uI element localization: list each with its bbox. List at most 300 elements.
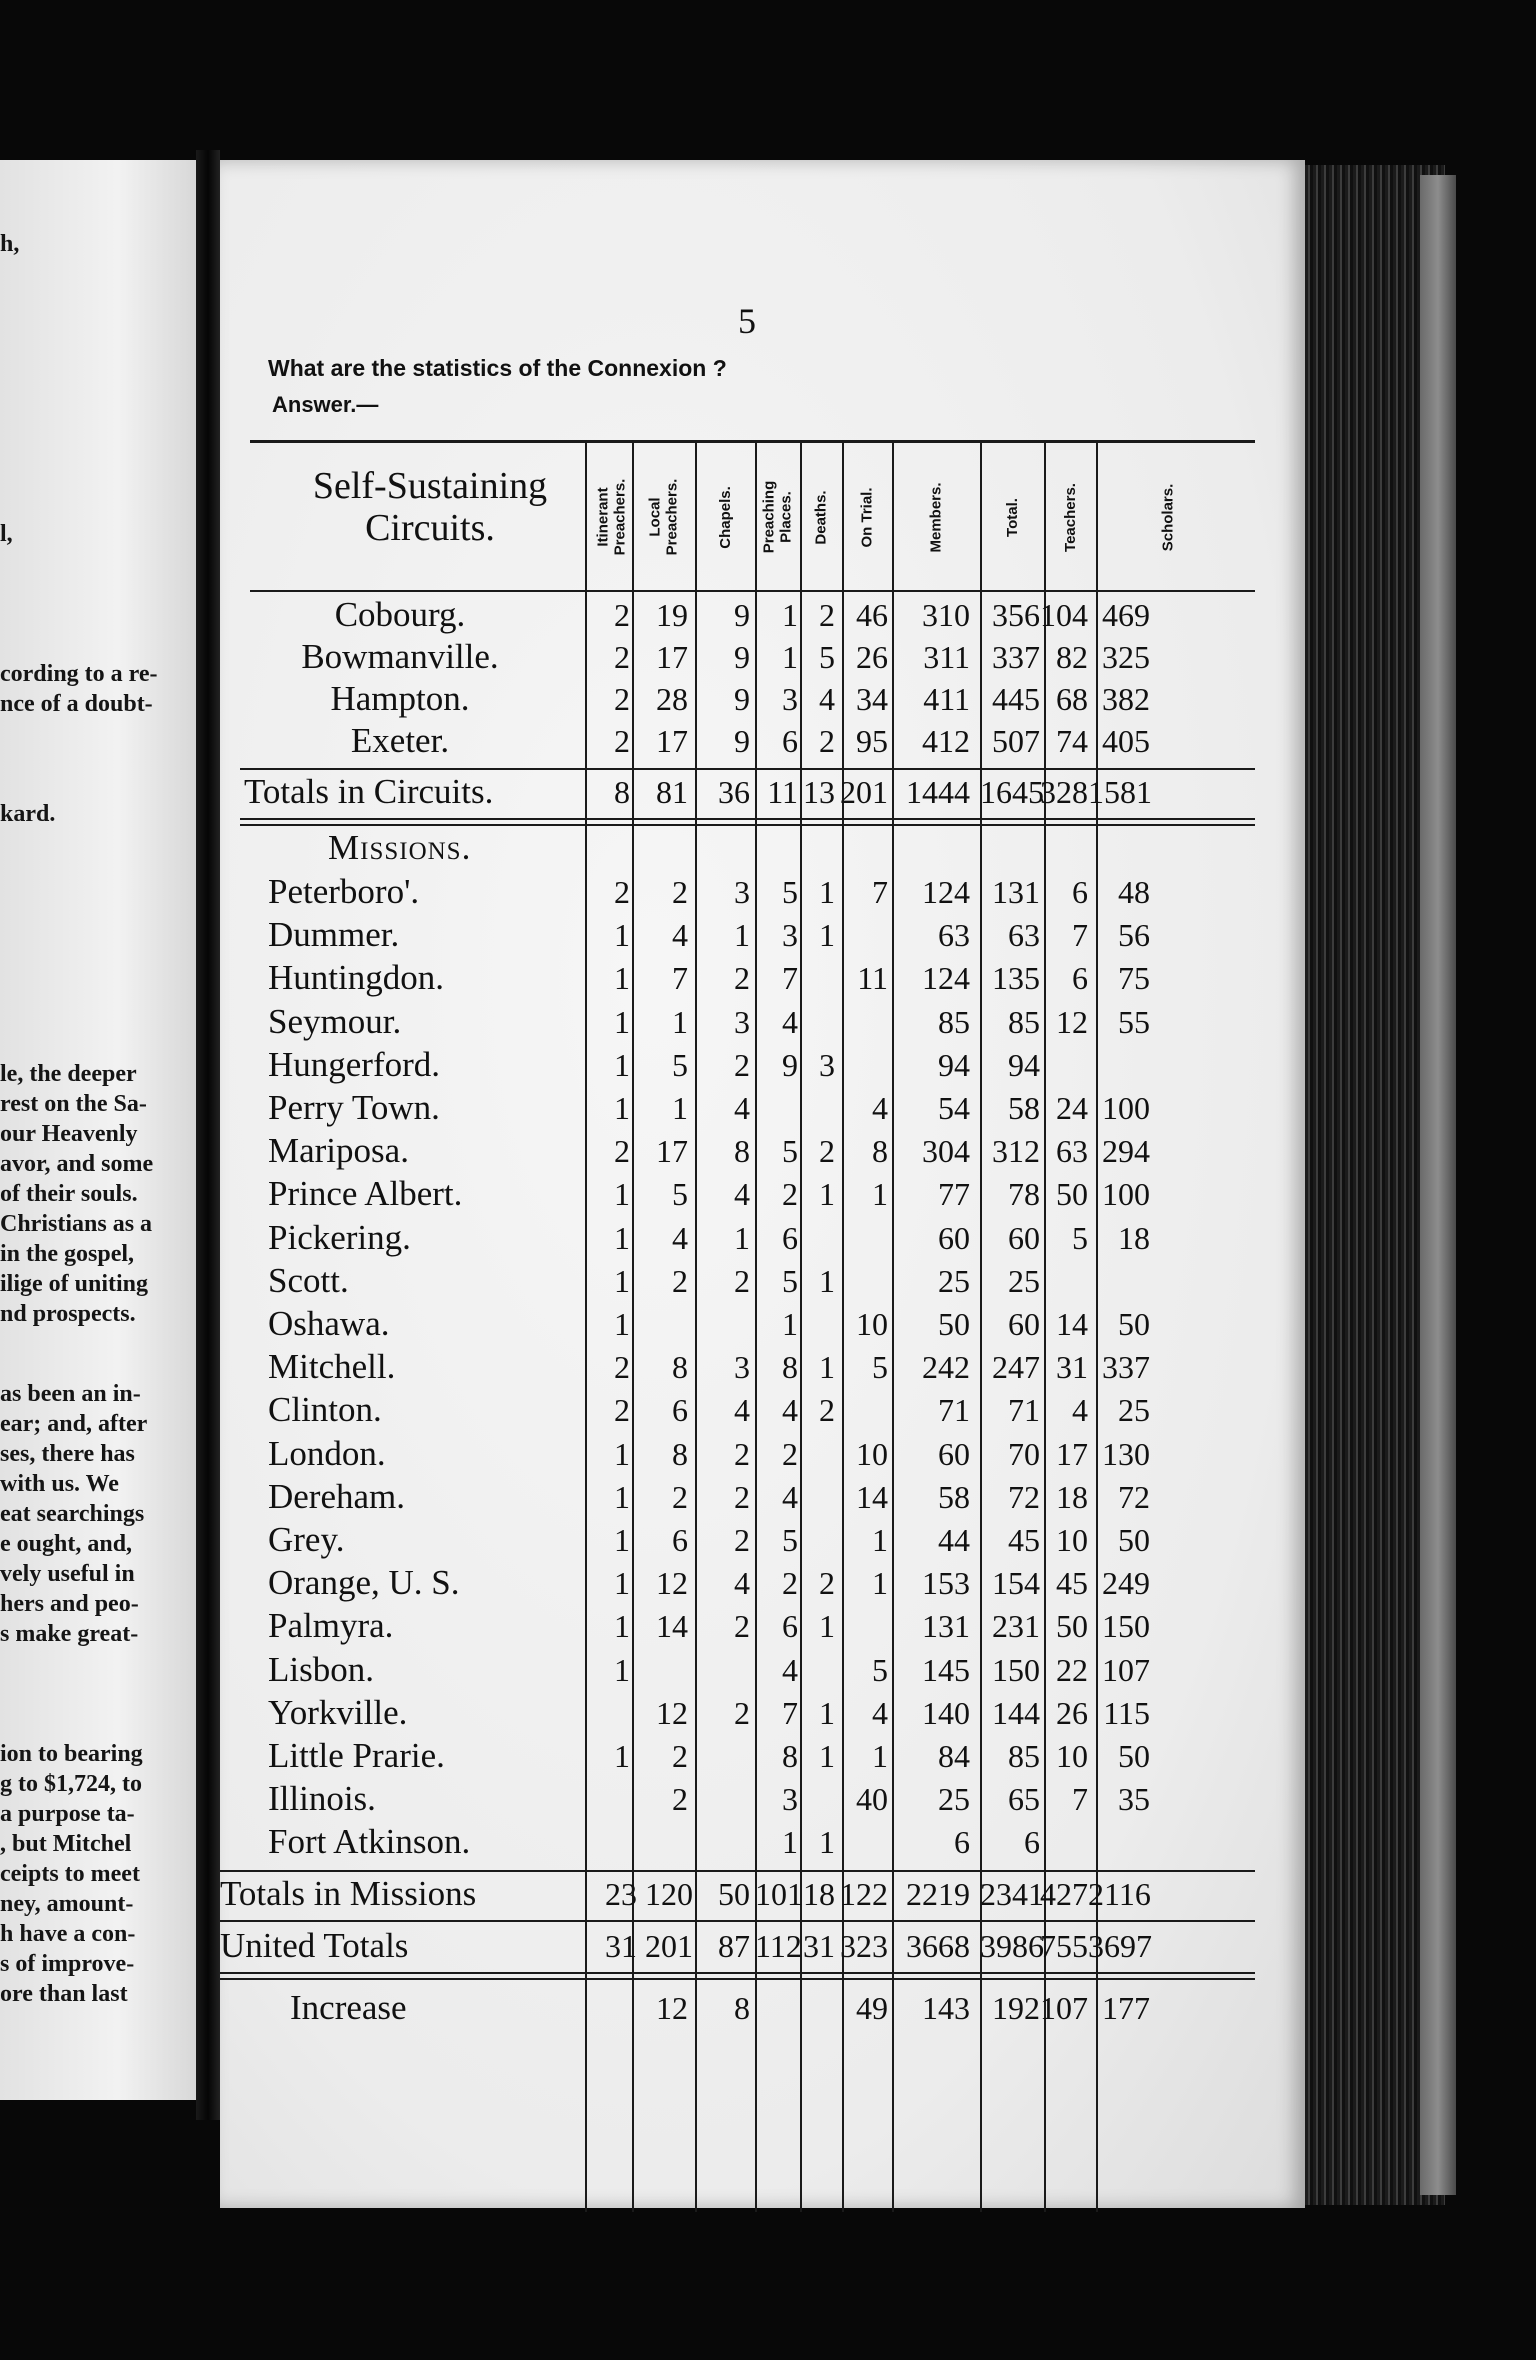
facing-page-line: ear; and, after	[0, 1411, 148, 1437]
circuit-row-cell: 311	[923, 639, 970, 675]
mission-row-cell: 35	[1118, 1781, 1150, 1818]
mission-row-cell: 1	[614, 1565, 630, 1602]
mission-row-cell: 3	[734, 874, 750, 910]
mission-row-cell: 242	[922, 1349, 970, 1386]
facing-page-line: g to $1,724, to	[0, 1771, 142, 1797]
mission-row-cell: 4	[782, 1392, 798, 1429]
mission-row-cell: 4	[672, 917, 688, 954]
mission-row-cell: 145	[922, 1651, 970, 1688]
facing-page-line: h have a con-	[0, 1921, 136, 1947]
mission-row-cell: 1	[614, 1478, 630, 1515]
mission-row-cell: 1	[614, 1522, 630, 1558]
mission-row-cell: 8	[672, 1349, 688, 1386]
mission-row-cell: 50	[1118, 1306, 1150, 1342]
increase-row-cell: 49	[856, 1989, 888, 2026]
facing-page-line: eat searchings	[0, 1501, 145, 1527]
increase-row-cell: 143	[922, 1989, 970, 2026]
missions-total-row-cell: 50	[718, 1875, 750, 1912]
facing-page-line: a purpose ta-	[0, 1801, 135, 1827]
mission-row-cell: 45	[1056, 1565, 1088, 1602]
mission-row-cell: 1	[614, 1306, 630, 1342]
mission-row-cell: 5	[872, 1651, 888, 1688]
mission-row-cell: 1	[872, 1738, 888, 1774]
mission-row-cell: 63	[938, 917, 970, 954]
mission-row-cell: 85	[1008, 1003, 1040, 1040]
mission-name: Fort Atkinson.	[268, 1822, 471, 1862]
mission-row-cell: 12	[1056, 1003, 1088, 1040]
mission-row-cell: 50	[1056, 1608, 1088, 1645]
united-totals-row-cell: 87	[718, 1927, 750, 1964]
missions-total-row-cell: 18	[803, 1875, 835, 1912]
mission-row-cell: 1	[819, 1262, 835, 1299]
facing-page-line: ceipts to meet	[0, 1861, 140, 1887]
mission-row-cell: 2	[672, 1738, 688, 1774]
circuit-row-cell: 2	[614, 723, 630, 759]
mission-row-cell: 5	[672, 1046, 688, 1083]
mission-name: Prince Albert.	[268, 1174, 463, 1214]
facing-page-line: vely useful in	[0, 1561, 135, 1587]
mission-row-cell: 130	[1102, 1435, 1150, 1472]
mission-row-cell: 10	[1056, 1738, 1088, 1774]
mission-row-cell: 6	[672, 1392, 688, 1429]
circuit-name: Cobourg.	[334, 595, 466, 634]
column-header: Scholars.	[1159, 483, 1177, 551]
mission-row-cell: 100	[1102, 1090, 1150, 1126]
circuits-total-row-cell: 1444	[906, 774, 970, 810]
circuit-name: Exeter.	[350, 721, 450, 760]
circuit-row-cell: 26	[856, 639, 888, 675]
mission-row-cell: 6	[672, 1522, 688, 1558]
mission-row-cell: 50	[1056, 1176, 1088, 1213]
mission-row-cell: 1	[614, 1262, 630, 1299]
mission-row-cell: 3	[734, 1003, 750, 1040]
mission-row-cell: 2	[734, 1478, 750, 1515]
facing-page-fragment	[0, 160, 196, 2100]
mission-row-cell: 18	[1056, 1478, 1088, 1515]
mission-row-cell: 60	[1008, 1219, 1040, 1256]
mission-row-cell: 124	[922, 960, 970, 997]
mission-row-cell: 2	[672, 1478, 688, 1515]
mission-name: Palmyra.	[268, 1606, 394, 1646]
mission-row-cell: 8	[872, 1133, 888, 1170]
mission-row-cell: 94	[1008, 1046, 1040, 1083]
answer-label: Answer.—	[272, 392, 379, 417]
column-header: Local Preachers.	[646, 478, 681, 556]
circuit-row-cell: 9	[734, 681, 750, 717]
column-header: Itinerant Preachers.	[594, 478, 629, 556]
circuit-row-cell: 17	[656, 723, 688, 759]
mission-name: Dereham.	[268, 1476, 406, 1516]
label-column-rule	[585, 442, 587, 2212]
facing-page-line: ore than last	[0, 1981, 128, 2007]
mission-row-cell: 3	[782, 917, 798, 954]
circuit-row-cell: 469	[1102, 597, 1150, 633]
missions-total-label: Totals in Missions	[220, 1873, 477, 1913]
circuit-name: Hampton.	[330, 679, 470, 718]
mission-row-cell: 107	[1102, 1651, 1150, 1688]
mission-row-cell: 4	[782, 1003, 798, 1040]
circuit-row-cell: 356	[992, 597, 1040, 633]
mission-row-cell: 71	[938, 1392, 970, 1429]
circuit-name: Bowmanville.	[301, 637, 499, 676]
mission-row-cell: 144	[992, 1694, 1040, 1731]
mission-name: Yorkville.	[268, 1692, 408, 1732]
mission-row-cell: 14	[856, 1478, 888, 1515]
mission-row-cell: 8	[782, 1349, 798, 1386]
circuit-total-top-rule	[240, 768, 1255, 770]
mission-name: Illinois.	[268, 1779, 376, 1819]
mission-row-cell: 7	[872, 874, 888, 910]
mission-row-cell: 1	[614, 1219, 630, 1256]
circuit-row-cell: 17	[656, 639, 688, 675]
facing-page-line: hers and peo-	[0, 1591, 139, 1617]
missions-total-row-cell: 2341	[980, 1875, 1044, 1912]
mission-row-cell: 2	[734, 960, 750, 997]
mission-row-cell: 4	[734, 1565, 750, 1602]
mission-row-cell: 131	[992, 874, 1040, 910]
circuit-row-cell: 9	[734, 639, 750, 675]
circuit-row-cell: 82	[1056, 639, 1088, 675]
mission-row-cell: 5	[1072, 1219, 1088, 1256]
mission-row-cell: 14	[656, 1608, 688, 1645]
mission-row-cell: 1	[819, 1738, 835, 1774]
mission-row-cell: 2	[672, 874, 688, 910]
circuit-row-cell: 1	[782, 597, 798, 633]
circuits-total-row-cell: 201	[840, 774, 888, 810]
mission-name: Oshawa.	[268, 1304, 390, 1343]
circuit-row-cell: 9	[734, 723, 750, 759]
mission-row-cell: 84	[938, 1738, 970, 1774]
facing-page-line: avor, and some	[0, 1151, 154, 1177]
increase-label: Increase	[290, 1987, 407, 2027]
mission-row-cell: 247	[992, 1349, 1040, 1386]
missions-total-row-cell: 120	[645, 1875, 693, 1912]
mission-name: Peterboro'.	[268, 872, 420, 911]
mission-row-cell: 7	[672, 960, 688, 997]
mission-row-cell: 337	[1102, 1349, 1150, 1386]
circuit-row-cell: 2	[614, 639, 630, 675]
mission-row-cell: 18	[1118, 1219, 1150, 1256]
mission-row-cell: 6	[1072, 960, 1088, 997]
circuit-row-cell: 411	[923, 681, 970, 717]
mission-row-cell: 1	[819, 874, 835, 910]
mission-row-cell: 71	[1008, 1392, 1040, 1429]
mission-row-cell: 17	[1056, 1435, 1088, 1472]
mission-row-cell: 1	[819, 917, 835, 954]
mission-row-cell: 312	[992, 1133, 1040, 1170]
circuit-row-cell: 310	[922, 597, 970, 633]
mission-row-cell: 1	[672, 1090, 688, 1126]
mission-row-cell: 77	[938, 1176, 970, 1213]
mission-row-cell: 56	[1118, 917, 1150, 954]
mission-row-cell: 25	[938, 1781, 970, 1818]
circuit-row-cell: 9	[734, 597, 750, 633]
mission-name: Huntingdon.	[268, 958, 444, 998]
circuits-total-label: Totals in Circuits.	[244, 772, 494, 811]
facing-page-line: ion to bearing	[0, 1741, 143, 1767]
circuit-row-cell: 5	[819, 639, 835, 675]
mission-row-cell: 294	[1102, 1133, 1150, 1170]
mission-row-cell: 58	[1008, 1090, 1040, 1126]
mission-row-cell: 100	[1102, 1176, 1150, 1213]
mission-name: Scott.	[268, 1260, 349, 1300]
mission-row-cell: 25	[1118, 1392, 1150, 1429]
increase-row-cell: 177	[1102, 1989, 1150, 2026]
mission-row-cell: 24	[1056, 1090, 1088, 1126]
mission-row-cell: 5	[872, 1349, 888, 1386]
mission-row-cell: 4	[872, 1694, 888, 1731]
mission-row-cell: 9	[782, 1046, 798, 1083]
mission-row-cell: 8	[734, 1133, 750, 1170]
mission-row-cell: 249	[1102, 1565, 1150, 1602]
mission-row-cell: 55	[1118, 1003, 1150, 1040]
mission-row-cell: 1	[819, 1608, 835, 1645]
circuit-total-bottom-rule-2	[240, 824, 1255, 826]
mission-row-cell: 26	[1056, 1694, 1088, 1731]
mission-row-cell: 6	[1072, 874, 1088, 910]
mission-row-cell: 1	[614, 1651, 630, 1688]
circuit-row-cell: 382	[1102, 681, 1150, 717]
mission-row-cell: 94	[938, 1046, 970, 1083]
mission-row-cell: 1	[734, 1219, 750, 1256]
mission-row-cell: 1	[819, 1176, 835, 1213]
circuits-total-row-cell: 8	[614, 774, 630, 810]
circuit-total-bottom-rule	[240, 818, 1255, 820]
mission-row-cell: 1	[819, 1694, 835, 1731]
mission-row-cell: 7	[782, 960, 798, 997]
circuit-row-cell: 74	[1056, 723, 1088, 759]
mission-row-cell: 150	[1102, 1608, 1150, 1645]
mission-row-cell: 25	[1008, 1262, 1040, 1299]
book-gutter	[196, 150, 220, 2120]
circuit-row-cell: 68	[1056, 681, 1088, 717]
mission-row-cell: 1	[614, 1608, 630, 1645]
mission-row-cell: 50	[1118, 1522, 1150, 1558]
united-total-bottom-rule	[220, 1972, 1255, 1974]
mission-row-cell: 75	[1118, 960, 1150, 997]
mission-row-cell: 4	[734, 1176, 750, 1213]
facing-page-line: s of improve-	[0, 1951, 135, 1977]
mission-row-cell: 4	[672, 1219, 688, 1256]
mission-row-cell: 8	[672, 1435, 688, 1472]
circuit-row-cell: 2	[614, 681, 630, 717]
circuit-row-cell: 104	[1040, 597, 1088, 633]
page-number: 5	[738, 301, 756, 341]
mission-row-cell: 124	[922, 874, 970, 910]
mission-row-cell: 60	[938, 1435, 970, 1472]
united-totals-label: United Totals	[220, 1925, 409, 1965]
mission-name: Grey.	[268, 1520, 345, 1559]
mission-row-cell: 72	[1008, 1478, 1040, 1515]
mission-row-cell: 50	[1118, 1738, 1150, 1774]
facing-page-line: kard.	[0, 801, 56, 827]
increase-row-cell: 192	[992, 1989, 1040, 2026]
mission-row-cell: 40	[856, 1781, 888, 1818]
united-totals-row-cell: 201	[645, 1927, 693, 1964]
mission-row-cell: 3	[819, 1046, 835, 1083]
mission-row-cell: 31	[1056, 1349, 1088, 1386]
facing-page-line: as been an in-	[0, 1381, 141, 1407]
mission-name: Seymour.	[268, 1001, 402, 1041]
mission-row-cell: 48	[1118, 874, 1150, 910]
mission-row-cell: 1	[614, 1003, 630, 1040]
column-header: Preaching Places.	[760, 480, 795, 554]
circuits-total-row-cell: 1581	[1088, 774, 1152, 810]
missions-total-row-cell: 427	[1040, 1875, 1088, 1912]
mission-row-cell: 63	[1056, 1133, 1088, 1170]
mission-name: Perry Town.	[268, 1088, 440, 1127]
mission-row-cell: 1	[614, 1435, 630, 1472]
mission-row-cell: 4	[1072, 1392, 1088, 1429]
mission-row-cell: 10	[1056, 1522, 1088, 1558]
mission-name: Mitchell.	[268, 1347, 396, 1387]
mission-row-cell: 7	[1072, 1781, 1088, 1818]
mission-row-cell: 5	[782, 1522, 798, 1558]
mission-name: Clinton.	[268, 1390, 382, 1430]
increase-row-cell: 12	[656, 1989, 688, 2026]
mission-row-cell: 5	[782, 1262, 798, 1299]
mission-row-cell: 2	[782, 1176, 798, 1213]
circuit-row-cell: 46	[856, 597, 888, 633]
mission-row-cell: 2	[734, 1046, 750, 1083]
missions-total-row-cell: 2219	[906, 1875, 970, 1912]
facing-page-line: nd prospects.	[0, 1301, 136, 1327]
circuit-row-cell: 3	[782, 681, 798, 717]
united-total-bottom-rule-2	[220, 1978, 1255, 1980]
circuits-total-row-cell: 36	[718, 774, 750, 810]
mission-row-cell: 2	[819, 1133, 835, 1170]
circuits-total-row-cell: 11	[767, 774, 798, 810]
mission-row-cell: 304	[922, 1133, 970, 1170]
mission-row-cell: 72	[1118, 1478, 1150, 1515]
column-header: On Trial.	[858, 486, 876, 548]
mission-row-cell: 44	[938, 1522, 970, 1558]
mission-row-cell: 50	[938, 1306, 970, 1342]
facing-page-line: with us. We	[0, 1471, 119, 1497]
united-totals-row-cell: 3986	[980, 1927, 1044, 1964]
mission-row-cell: 7	[782, 1694, 798, 1731]
table-header-title-line2: Circuits.	[365, 507, 495, 549]
missions-total-top-rule	[220, 1870, 1255, 1872]
circuit-row-cell: 28	[656, 681, 688, 717]
book-page	[220, 160, 1305, 2208]
mission-row-cell: 4	[872, 1090, 888, 1126]
circuit-row-cell: 325	[1102, 639, 1150, 675]
missions-total-row-cell: 122	[840, 1875, 888, 1912]
circuit-row-cell: 337	[992, 639, 1040, 675]
mission-row-cell: 1	[614, 1176, 630, 1213]
united-totals-row-cell: 3668	[906, 1927, 970, 1964]
mission-row-cell: 85	[938, 1003, 970, 1040]
mission-row-cell: 5	[782, 874, 798, 910]
missions-total-row-cell: 101	[755, 1875, 803, 1912]
facing-page-line: Christians as a	[0, 1211, 153, 1237]
circuits-total-row-cell: 328	[1040, 774, 1088, 810]
facing-page-line: ilige of uniting	[0, 1271, 149, 1297]
mission-row-cell: 4	[782, 1478, 798, 1515]
mission-row-cell: 2	[614, 1349, 630, 1386]
mission-row-cell: 2	[614, 1133, 630, 1170]
mission-row-cell: 2	[782, 1565, 798, 1602]
mission-row-cell: 2	[734, 1694, 750, 1731]
mission-row-cell: 2	[734, 1435, 750, 1472]
mission-row-cell: 4	[782, 1651, 798, 1688]
mission-name: Orange, U. S.	[268, 1563, 460, 1603]
circuit-row-cell: 19	[656, 597, 688, 633]
circuit-row-cell: 2	[819, 723, 835, 759]
united-totals-row-cell: 3697	[1088, 1927, 1152, 1964]
mission-row-cell: 6	[782, 1608, 798, 1645]
mission-row-cell: 2	[734, 1522, 750, 1558]
mission-row-cell: 25	[938, 1262, 970, 1299]
column-header: Total.	[1003, 497, 1021, 537]
facing-page-line: ney, amount-	[0, 1891, 134, 1917]
mission-row-cell: 2	[672, 1262, 688, 1299]
mission-row-cell: 10	[856, 1306, 888, 1342]
mission-row-cell: 10	[856, 1435, 888, 1472]
increase-row-cell: 8	[734, 1989, 750, 2026]
mission-row-cell: 231	[992, 1608, 1040, 1645]
mission-name: Hungerford.	[268, 1044, 441, 1084]
missions-heading: Missions.	[328, 828, 472, 867]
mission-row-cell: 5	[672, 1176, 688, 1213]
mission-row-cell: 6	[1024, 1824, 1040, 1861]
mission-row-cell: 2	[819, 1565, 835, 1602]
mission-row-cell: 153	[922, 1565, 970, 1602]
column-header: Chapels.	[716, 485, 734, 549]
mission-row-cell: 60	[938, 1219, 970, 1256]
mission-row-cell: 1	[872, 1176, 888, 1213]
mission-row-cell: 2	[734, 1262, 750, 1299]
mission-row-cell: 154	[992, 1565, 1040, 1602]
mission-row-cell: 45	[1008, 1522, 1040, 1558]
mission-row-cell: 1	[614, 1046, 630, 1083]
facing-page-line: l,	[0, 521, 13, 547]
facing-page-line: rest on the Sa-	[0, 1091, 147, 1117]
mission-row-cell: 1	[614, 960, 630, 997]
facing-page-line: cording to a re-	[0, 661, 158, 687]
mission-row-cell: 22	[1056, 1651, 1088, 1688]
circuit-row-cell: 95	[856, 723, 888, 759]
facing-page-line: e ought, and,	[0, 1531, 133, 1557]
mission-row-cell: 1	[819, 1824, 835, 1861]
circuit-row-cell: 2	[614, 597, 630, 633]
mission-row-cell: 78	[1008, 1176, 1040, 1213]
circuit-row-cell: 34	[856, 681, 888, 717]
mission-row-cell: 2	[734, 1608, 750, 1645]
column-header: Teachers.	[1061, 482, 1079, 552]
mission-row-cell: 131	[922, 1608, 970, 1645]
mission-row-cell: 70	[1008, 1435, 1040, 1472]
united-totals-row-cell: 112	[755, 1927, 802, 1964]
mission-row-cell: 17	[656, 1133, 688, 1170]
missions-total-row-cell: 23	[605, 1875, 637, 1912]
circuits-total-row-cell: 13	[803, 774, 835, 810]
column-header: Deaths.	[812, 489, 830, 545]
united-totals-row-cell: 323	[840, 1927, 888, 1964]
facing-page-line: our Heavenly	[0, 1121, 138, 1147]
question-heading: What are the statistics of the Connexion ?	[268, 355, 727, 381]
facing-page-line: of their souls.	[0, 1181, 138, 1207]
missions-total-row-cell: 2116	[1088, 1875, 1151, 1912]
mission-name: London.	[268, 1433, 386, 1473]
facing-page-line: , but Mitchel	[0, 1831, 132, 1857]
mission-row-cell: 5	[782, 1133, 798, 1170]
circuit-row-cell: 2	[819, 597, 835, 633]
united-totals-row-cell: 31	[803, 1927, 835, 1964]
increase-row-cell: 107	[1040, 1989, 1088, 2026]
mission-row-cell: 1	[872, 1565, 888, 1602]
